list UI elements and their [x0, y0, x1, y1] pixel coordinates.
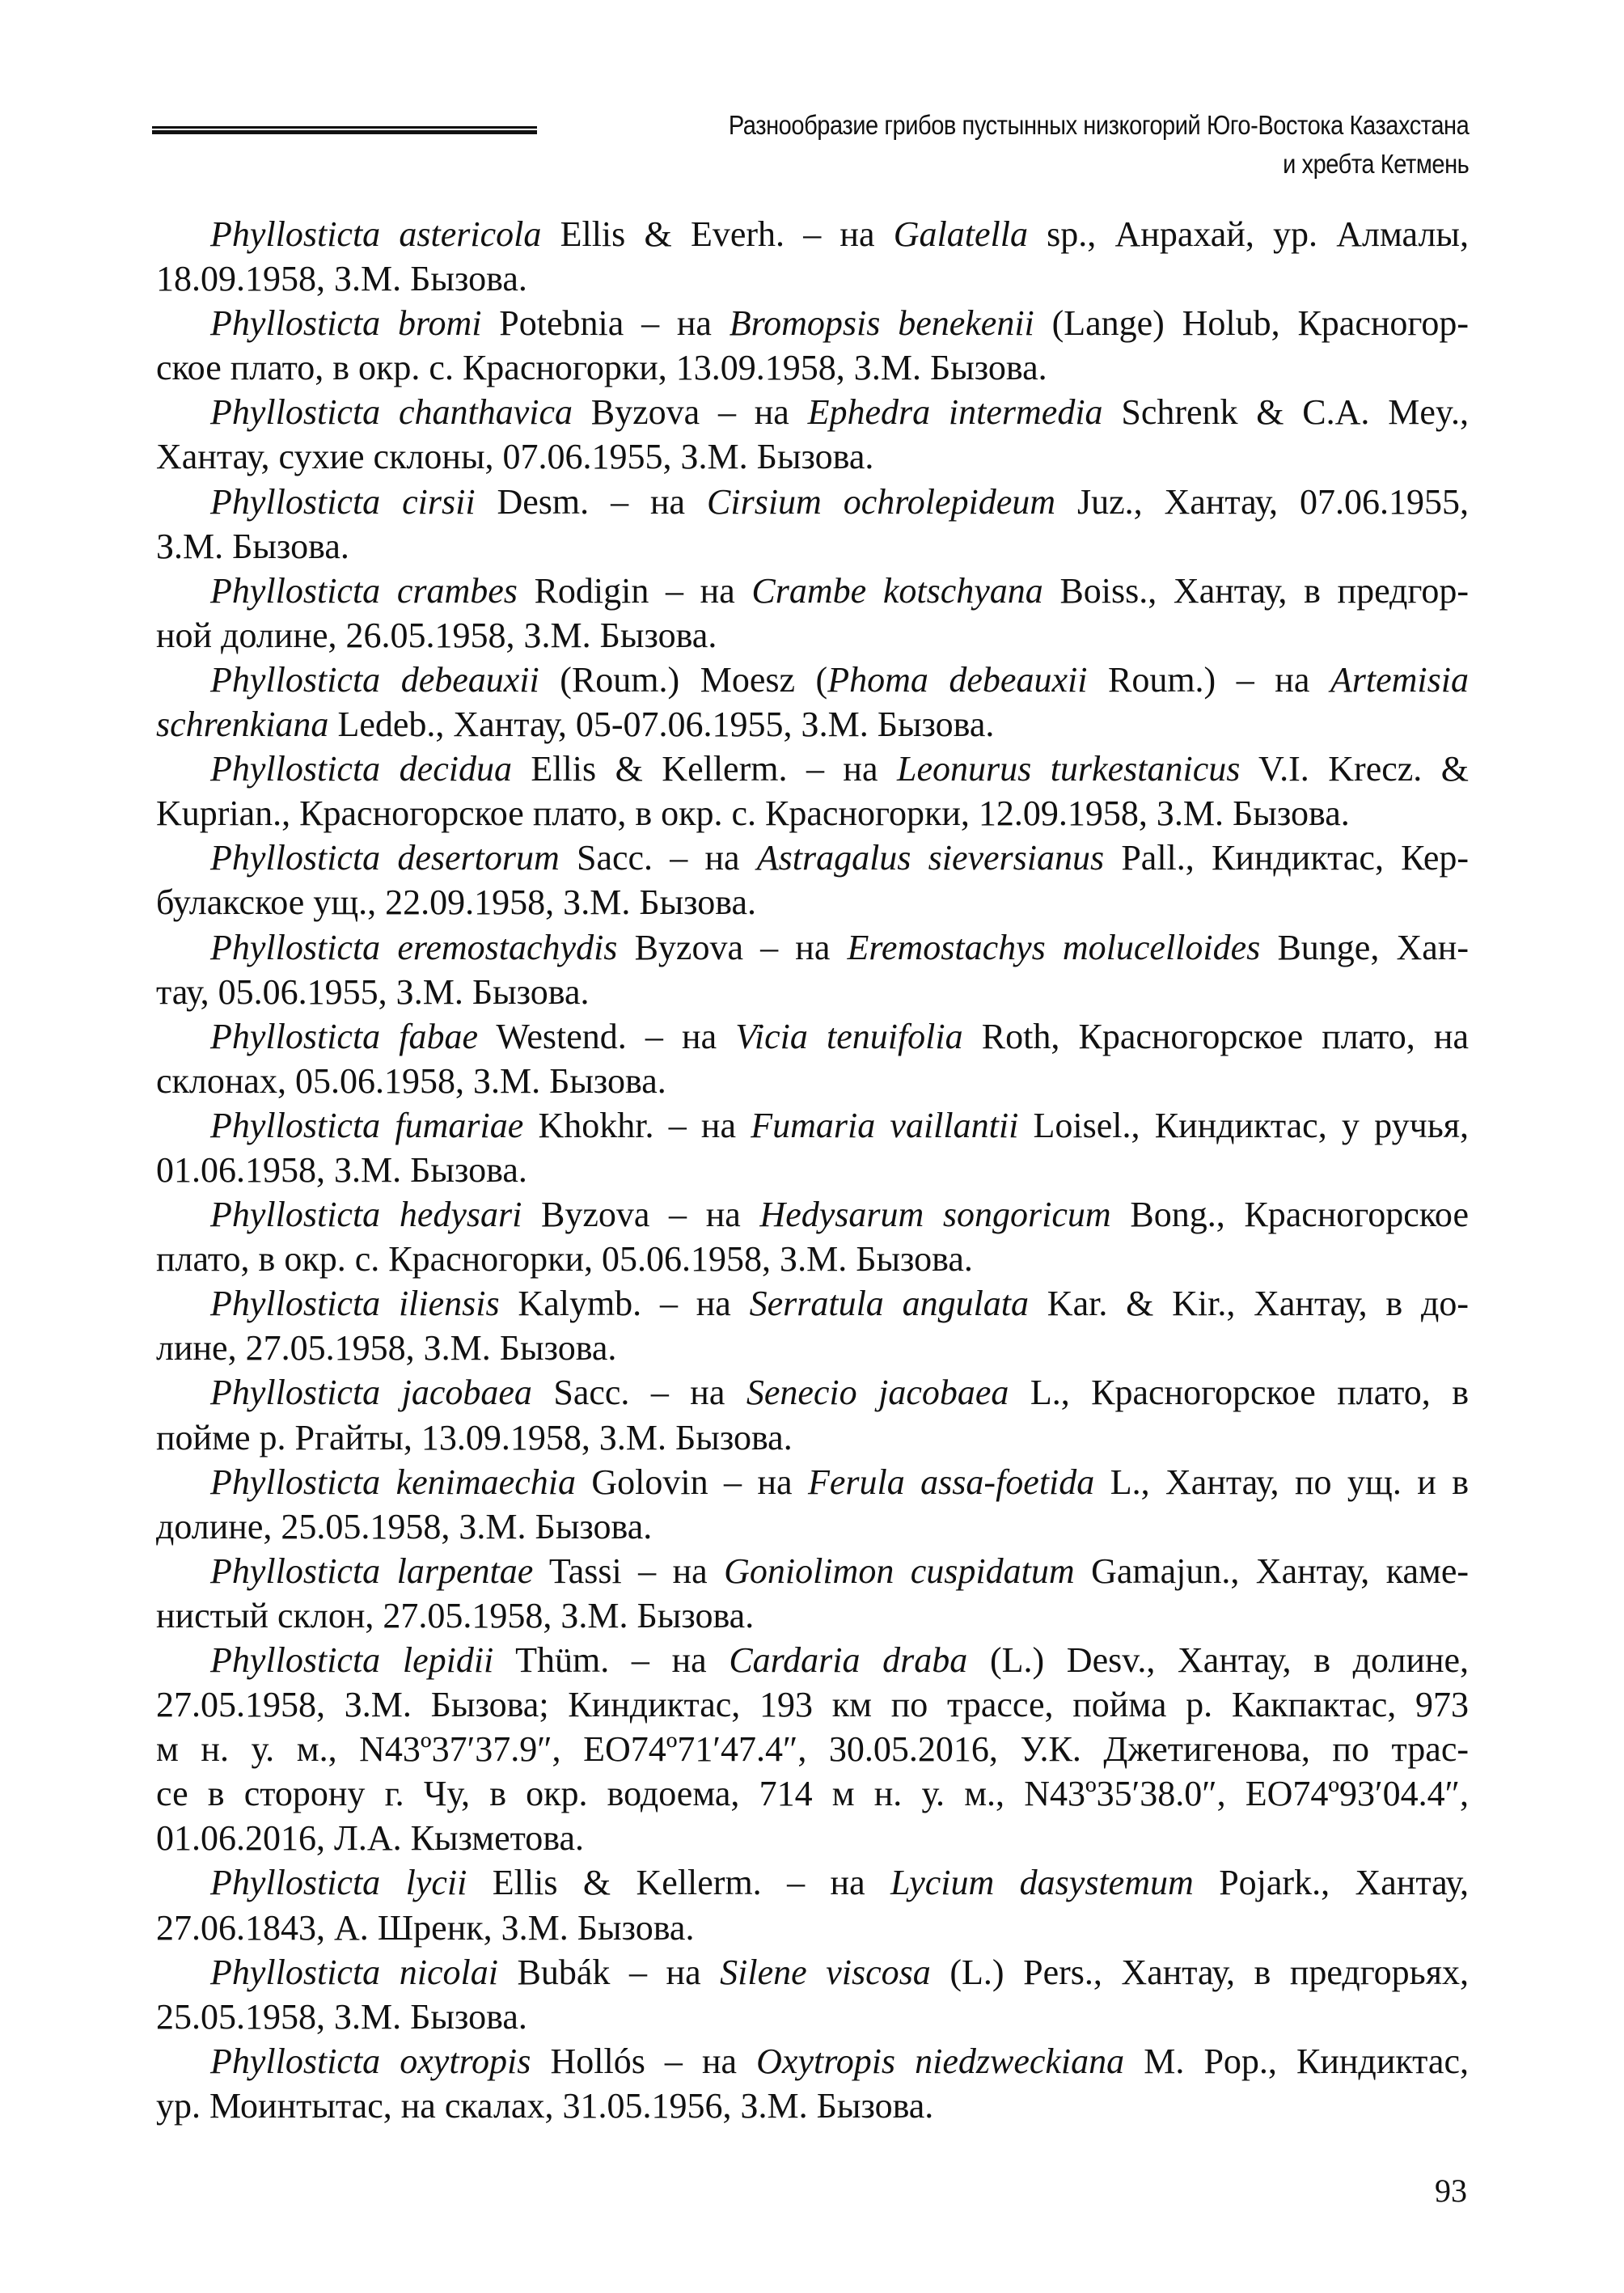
header-rule-thin — [152, 126, 537, 129]
latin-name: Phyllosticta astericola — [210, 214, 542, 254]
entry-first-line — [156, 1103, 1469, 1148]
latin-name: Phyllosticta lepidii — [210, 1640, 494, 1680]
entry-line — [156, 1682, 1469, 1727]
latin-name: Cardaria draba — [729, 1640, 968, 1680]
entry-text: (L.) Pers., Хантау, в предгорьях, — [930, 1952, 1469, 1992]
entry-first-line — [156, 480, 1469, 524]
species-entry — [156, 1103, 1469, 1192]
latin-name: Phyllosticta decidua — [210, 749, 512, 789]
entry-text: Roum.) – на — [1087, 659, 1330, 700]
entry-text: З.М. Бызова. — [156, 526, 349, 566]
entry-text: Boiss., Хантау, в предгор- — [1042, 570, 1470, 611]
entry-text: Bong., Красногорское — [1110, 1195, 1469, 1235]
latin-name: Leonurus turkestanicus — [896, 749, 1241, 789]
latin-name: Crambe kotschyana — [751, 570, 1043, 611]
latin-name: Galatella — [893, 214, 1028, 254]
latin-name: Ephedra intermedia — [807, 392, 1103, 433]
entry-line — [156, 702, 1469, 747]
latin-name: Vicia tenuifolia — [735, 1016, 963, 1056]
latin-name: Phyllosticta eremostachydis — [210, 927, 618, 967]
latin-name: Silene viscosa — [720, 1952, 931, 1992]
entry-first-line — [156, 1549, 1469, 1593]
entry-line — [156, 1059, 1469, 1103]
latin-name: Senecio jacobaea — [746, 1373, 1009, 1413]
entry-text: булакское ущ., 22.09.1958, З.М. Бызова. — [156, 882, 757, 923]
entry-line — [156, 1148, 1469, 1192]
entry-text: L., Хантау, по ущ. и в — [1094, 1462, 1469, 1502]
entry-text: Westend. – на — [478, 1016, 736, 1056]
entry-text: Byzova – на — [573, 392, 808, 433]
entry-line — [156, 880, 1469, 924]
entry-text: Byzova – на — [617, 927, 848, 967]
species-entry — [156, 569, 1469, 658]
latin-name: Phyllosticta larpentae — [210, 1551, 534, 1591]
entry-first-line — [156, 925, 1469, 970]
entry-text: 18.09.1958, З.М. Бызова. — [156, 259, 527, 299]
entry-text: Gamajun., Хантау, каме- — [1074, 1551, 1470, 1591]
entry-line — [156, 2084, 1469, 2128]
entry-line — [156, 970, 1469, 1014]
entry-text: Khokhr. – на — [523, 1105, 751, 1145]
entry-text: м н. у. м., N43º37′37.9″, EO74º71′47.4″, 30.05.2016, У.К. Джетигенова, по трас- — [156, 1729, 1469, 1770]
entry-line — [156, 613, 1469, 658]
entry-first-line — [156, 658, 1469, 702]
entry-text: долине, 25.05.1958, З.М. Бызова. — [156, 1506, 653, 1546]
entry-text: L., Красногорское плато, в — [1009, 1373, 1470, 1413]
entry-text: Kuprian., Красногорское плато, в окр. с. Красногорки, 12.09.1958, З.М. Бызова. — [156, 793, 1350, 834]
entry-line — [156, 1995, 1469, 2039]
entry-text: (Lange) Holub, Красногор- — [1034, 303, 1470, 344]
latin-name: Phyllosticta nicolai — [210, 1952, 498, 1992]
entry-text: (L.) Desv., Хантау, в долине, — [967, 1640, 1470, 1680]
entry-text: Juz., Хантау, 07.06.1955, — [1055, 481, 1469, 522]
entry-text: Bunge, Хан- — [1260, 927, 1469, 967]
entry-first-line — [156, 1192, 1469, 1237]
species-entry — [156, 1014, 1469, 1103]
latin-name: Phyllosticta kenimaechia — [210, 1462, 576, 1502]
entry-first-line — [156, 390, 1469, 434]
entry-first-line — [156, 1950, 1469, 1995]
page-number: 93 — [1435, 2172, 1467, 2209]
species-entry — [156, 925, 1469, 1014]
entry-first-line — [156, 1860, 1469, 1905]
entry-first-line — [156, 301, 1469, 345]
latin-name: Phyllosticta lycii — [210, 1863, 467, 1903]
species-entry — [156, 1860, 1469, 1949]
latin-name: Ferula assa-foetida — [807, 1462, 1095, 1502]
entry-text: ной долине, 26.05.1958, З.М. Бызова. — [156, 615, 717, 655]
entry-text: нистый склон, 27.05.1958, З.М. Бызова. — [156, 1595, 755, 1635]
latin-name: Phyllosticta jacobaea — [210, 1373, 532, 1413]
entry-text: пойме р. Ргайты, 13.09.1958, З.М. Бызова. — [156, 1417, 793, 1457]
latin-name: Astragalus sieversianus — [756, 838, 1105, 878]
entry-text: ур. Моинтытас, на скалах, 31.05.1956, З.М. Бызова. — [156, 2085, 934, 2126]
entry-first-line — [156, 212, 1469, 256]
entry-text: Хантау, сухие склоны, 07.06.1955, З.М. Бызова. — [156, 437, 874, 477]
entry-text: sp., Анрахай, ур. Алмалы, — [1027, 214, 1469, 254]
entry-text: Potebnia – на — [481, 303, 730, 344]
entry-text: Hollós – на — [531, 2041, 757, 2081]
species-entry — [156, 1549, 1469, 1638]
latin-name: Eremostachys molucelloides — [847, 927, 1261, 967]
latin-name: Goniolimon cuspidatum — [724, 1551, 1075, 1591]
entry-text: Desm. – на — [475, 481, 707, 522]
entry-text: M. Pop., Киндиктас, — [1124, 2041, 1469, 2081]
latin-name: Phyllosticta crambes — [210, 570, 518, 611]
latin-name: Phyllosticta fabae — [210, 1016, 479, 1056]
species-entry — [156, 836, 1469, 924]
species-entry — [156, 1192, 1469, 1281]
entry-text: Loisel., Киндиктас, у ручья, — [1018, 1105, 1469, 1145]
entry-text: Ledeb., Хантау, 05-07.06.1955, З.М. Бызова. — [328, 704, 995, 745]
entry-line — [156, 1727, 1469, 1771]
entry-text: V.I. Krecz. & — [1240, 749, 1469, 789]
running-head — [728, 106, 1469, 184]
entry-text: Pojark., Хантау, — [1193, 1863, 1469, 1903]
entry-line — [156, 524, 1469, 569]
entry-line — [156, 1237, 1469, 1281]
running-head-line-2: и хребта Кетмень — [1282, 149, 1469, 179]
entry-line — [156, 1415, 1469, 1460]
latin-name: Cirsium ochrolepideum — [707, 481, 1056, 522]
latin-name: Phyllosticta oxytropis — [210, 2041, 531, 2081]
latin-name: Lycium dasystemum — [890, 1863, 1194, 1903]
latin-name: Phyllosticta chanthavica — [210, 392, 573, 433]
latin-name: Phyllosticta cirsii — [210, 481, 476, 522]
entry-text: 27.05.1958, З.М. Бызова; Киндиктас, 193 км по трассе, пойма р. Какпактас, 973 — [156, 1685, 1469, 1725]
entry-line — [156, 345, 1469, 390]
entry-text: склонах, 05.06.1958, З.М. Бызова. — [156, 1060, 666, 1101]
entry-line — [156, 1771, 1469, 1816]
latin-name: Bromopsis benekenii — [729, 303, 1034, 344]
entry-first-line — [156, 569, 1469, 613]
entry-text: Kar. & Kir., Хантау, в до- — [1029, 1284, 1469, 1324]
entry-text: 25.05.1958, З.М. Бызова. — [156, 1996, 527, 2037]
species-entry — [156, 390, 1469, 479]
entry-text: (Roum.) Moesz ( — [539, 659, 828, 700]
entry-text: 27.06.1843, А. Шренк, З.М. Бызова. — [156, 1907, 695, 1948]
entry-line — [156, 256, 1469, 301]
species-entry — [156, 1638, 1469, 1860]
entry-text: Ellis & Everh. – на — [541, 214, 894, 254]
entry-line — [156, 1593, 1469, 1638]
entry-text: Sacc. – на — [531, 1373, 746, 1413]
entry-text: Schrenk & C.A. Mey., — [1102, 392, 1470, 433]
entry-text: тау, 05.06.1955, З.М. Бызова. — [156, 971, 590, 1012]
entry-line — [156, 1504, 1469, 1549]
entry-text: Kalymb. – на — [499, 1284, 750, 1324]
entry-first-line — [156, 2039, 1469, 2084]
entry-text: Bubák – на — [497, 1952, 721, 1992]
species-entry — [156, 1370, 1469, 1459]
entry-text: Roth, Красногорское плато, на — [962, 1016, 1469, 1056]
entry-text: Sacc. – на — [559, 838, 757, 878]
species-entry — [156, 1460, 1469, 1549]
entry-first-line — [156, 1014, 1469, 1059]
latin-name: Phyllosticta desertorum — [210, 838, 560, 878]
entry-text: ское плато, в окр. с. Красногорки, 13.09.1958, З.М. Бызова. — [156, 348, 1047, 388]
entry-text: лине, 27.05.1958, З.М. Бызова. — [156, 1328, 617, 1369]
entry-text: Pall., Киндиктас, Кер- — [1104, 838, 1470, 878]
species-entry — [156, 1281, 1469, 1370]
entry-text: Byzova – на — [522, 1195, 760, 1235]
entry-text: Golovin – на — [575, 1462, 808, 1502]
latin-name: Phyllosticta hedysari — [210, 1195, 522, 1235]
species-entry — [156, 658, 1469, 747]
entry-text: 01.06.1958, З.М. Бызова. — [156, 1149, 527, 1190]
species-entry — [156, 747, 1469, 836]
latin-name: Phyllosticta bromi — [210, 303, 482, 344]
species-list — [156, 212, 1469, 2128]
latin-name: Artemisia — [1330, 659, 1470, 700]
entry-line — [156, 1326, 1469, 1370]
entry-first-line — [156, 747, 1469, 791]
entry-first-line — [156, 1370, 1469, 1415]
entry-text: Ellis & Kellerm. – на — [467, 1863, 891, 1903]
header-rule-thick — [152, 130, 537, 134]
entry-first-line — [156, 836, 1469, 880]
species-entry — [156, 301, 1469, 390]
entry-line — [156, 791, 1469, 836]
entry-text: Ellis & Kellerm. – на — [511, 749, 897, 789]
latin-name: Oxytropis niedzweckiana — [756, 2041, 1125, 2081]
latin-name: Phoma debeauxii — [827, 659, 1088, 700]
latin-name: Phyllosticta iliensis — [210, 1284, 500, 1324]
entry-text: Thüm. – на — [493, 1640, 730, 1680]
species-entry — [156, 212, 1469, 301]
species-entry — [156, 2039, 1469, 2128]
species-entry — [156, 480, 1469, 569]
entry-first-line — [156, 1281, 1469, 1326]
entry-first-line — [156, 1460, 1469, 1504]
running-head-line-1: Разнообразие грибов пустынных низкогорий Юго-Востока Казахстана — [728, 110, 1469, 140]
latin-name: Phyllosticta fumariae — [210, 1105, 524, 1145]
latin-name: schrenkiana — [156, 704, 329, 745]
entry-line — [156, 1906, 1469, 1950]
entry-line — [156, 434, 1469, 479]
entry-text: плато, в окр. с. Красногорки, 05.06.1958, З.М. Бызова. — [156, 1239, 973, 1280]
entry-text: Rodigin – на — [517, 570, 752, 611]
entry-line — [156, 1816, 1469, 1860]
latin-name: Phyllosticta debeauxii — [210, 659, 539, 700]
entry-text: Tassi – на — [533, 1551, 725, 1591]
latin-name: Hedysarum songoricum — [759, 1195, 1111, 1235]
entry-text: се в сторону г. Чу, в окр. водоема, 714 м н. у. м., N43º35′38.0″, EO74º93′04.4″, — [156, 1774, 1469, 1814]
entry-text: 01.06.2016, Л.А. Кызметова. — [156, 1818, 585, 1859]
latin-name: Fumaria vaillantii — [751, 1105, 1019, 1145]
species-entry — [156, 1950, 1469, 2039]
latin-name: Serratula angulata — [749, 1284, 1030, 1324]
entry-first-line — [156, 1638, 1469, 1682]
